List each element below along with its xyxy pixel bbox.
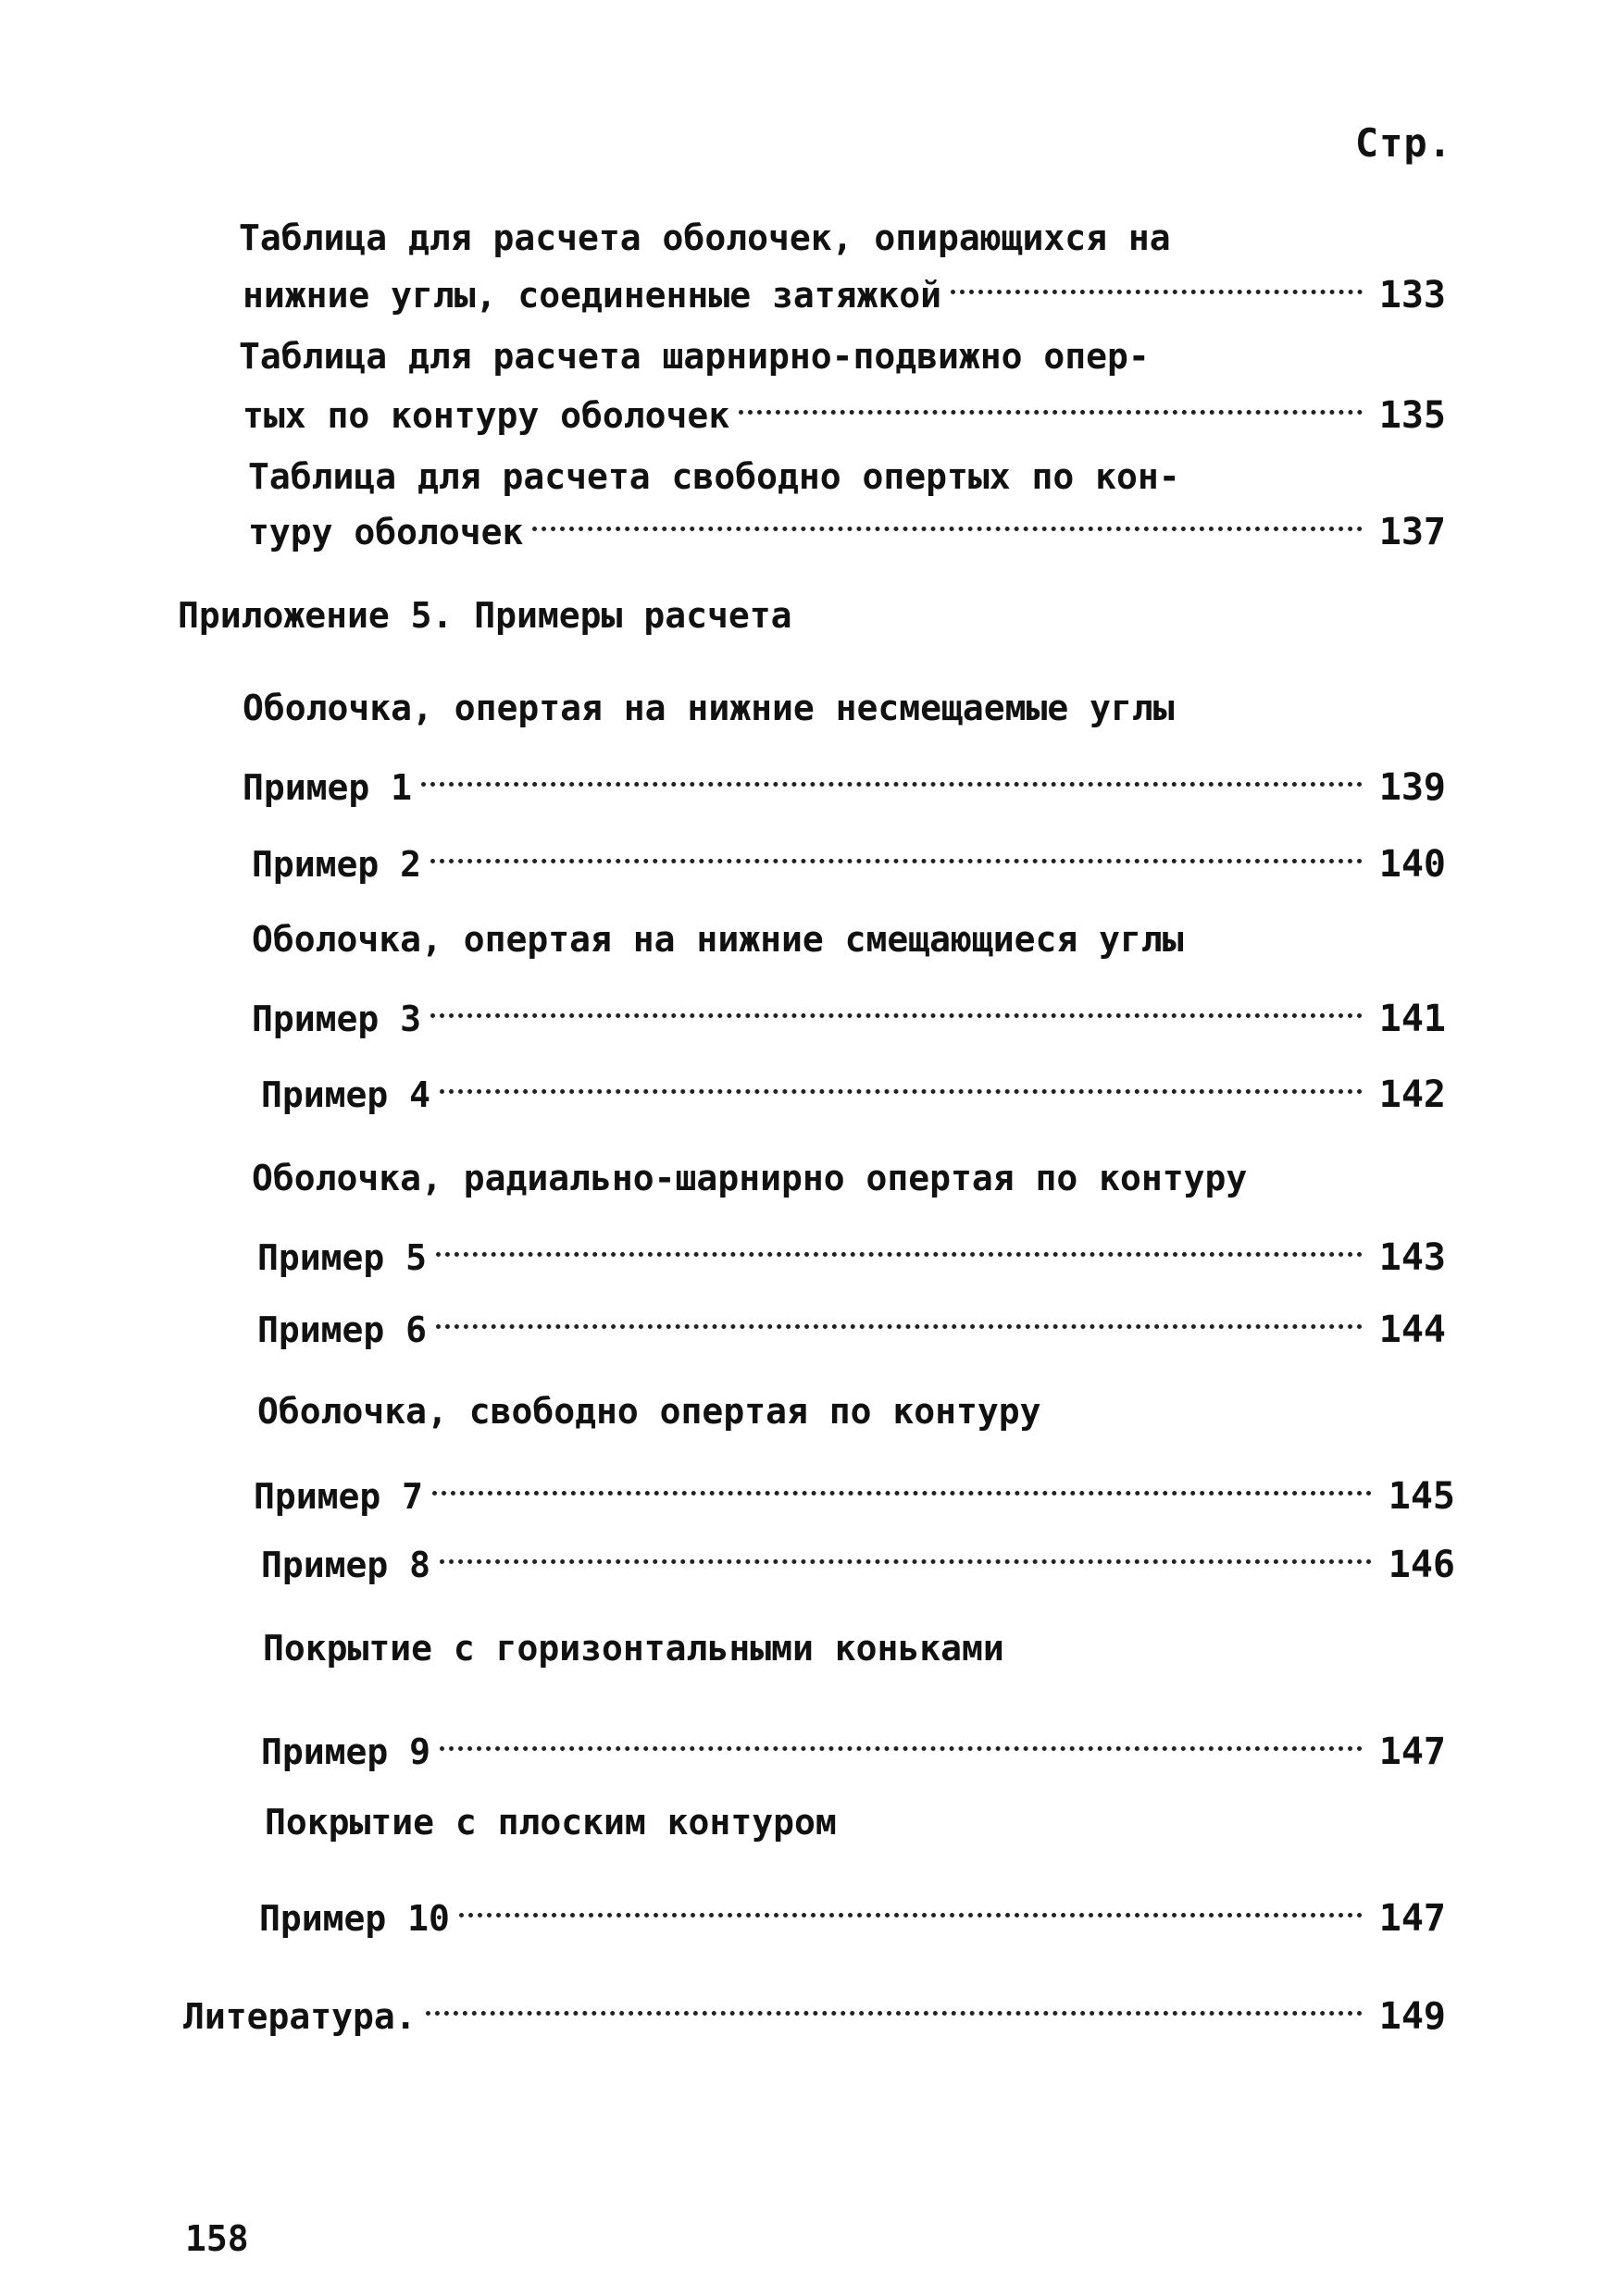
toc-table-3-line-2: туру оболочек: [248, 512, 524, 552]
example-1-page: 139: [1378, 766, 1446, 809]
example-2-page: 140: [1378, 843, 1446, 886]
toc-table-2-page: 135: [1378, 394, 1446, 437]
dot-leader: [951, 259, 1363, 307]
dot-leader: [440, 1529, 1372, 1577]
group-5-title: Покрытие с горизонтальными коньками: [263, 1628, 1004, 1669]
example-3-label: Пример 3: [252, 999, 422, 1039]
literature-label: Литература.: [183, 1996, 417, 2037]
toc-table-1-line-1: Таблица для расчета оболочек, опирающихся на: [239, 217, 1171, 258]
example-5-page: 143: [1378, 1236, 1446, 1279]
example-2-label: Пример 2: [252, 844, 422, 885]
example-10-page: 147: [1378, 1897, 1446, 1940]
toc-example-8[interactable]: [261, 1529, 1455, 1586]
toc-table-3-entry[interactable]: [248, 496, 1446, 553]
dot-leader: [459, 1882, 1363, 1930]
toc-example-3[interactable]: [252, 983, 1446, 1040]
toc-table-3-page: 137: [1378, 511, 1446, 553]
dot-leader: [436, 1294, 1363, 1342]
group-3-title: Оболочка, радиально-шарнирно опертая по контуру: [252, 1158, 1248, 1198]
toc-table-2-line-1: Таблица для расчета шарнирно-подвижно опер-: [239, 336, 1150, 377]
dot-leader: [436, 1222, 1363, 1270]
dot-leader: [739, 379, 1363, 428]
toc-example-10[interactable]: [259, 1882, 1446, 1940]
toc-example-6[interactable]: [257, 1294, 1446, 1351]
example-5-label: Пример 5: [257, 1237, 428, 1278]
example-9-page: 147: [1378, 1731, 1446, 1773]
toc-table-1-line-2: нижние углы, соединенные затяжкой: [243, 275, 941, 316]
toc-table-2-entry[interactable]: [243, 379, 1446, 437]
literature-page: 149: [1378, 1995, 1446, 2038]
example-4-label: Пример 4: [261, 1074, 431, 1115]
group-2-title: Оболочка, опертая на нижние смещающиеся углы: [252, 919, 1184, 960]
example-4-page: 142: [1378, 1074, 1446, 1116]
toc-table-3-line-1: Таблица для расчета свободно опертых по кон-: [248, 456, 1180, 497]
example-6-label: Пример 6: [257, 1309, 428, 1350]
example-3-page: 141: [1378, 998, 1446, 1040]
example-7-label: Пример 7: [254, 1476, 424, 1517]
dot-leader: [421, 751, 1363, 800]
page-number: 158: [185, 2218, 249, 2259]
toc-example-7[interactable]: [254, 1460, 1455, 1518]
example-8-label: Пример 8: [261, 1545, 431, 1585]
example-9-label: Пример 9: [261, 1731, 431, 1772]
dot-leader: [440, 1059, 1363, 1107]
dot-leader: [532, 496, 1363, 544]
dot-leader: [432, 1460, 1372, 1508]
toc-table-1-entry[interactable]: [243, 259, 1446, 316]
group-1-title: Оболочка, опертая на нижние несмещаемые углы: [243, 688, 1175, 728]
appendix-title: Приложение 5. Примеры расчета: [178, 595, 792, 636]
dot-leader: [440, 1716, 1363, 1764]
example-7-page: 145: [1388, 1475, 1455, 1518]
example-8-page: 146: [1388, 1544, 1455, 1586]
dot-leader: [430, 828, 1363, 876]
toc-example-4[interactable]: [261, 1059, 1446, 1116]
dot-leader: [426, 1980, 1363, 2029]
group-4-title: Оболочка, свободно опертая по контуру: [257, 1391, 1041, 1432]
toc-example-5[interactable]: [257, 1222, 1446, 1279]
dot-leader: [430, 983, 1363, 1031]
toc-example-1[interactable]: [243, 751, 1446, 809]
toc-table-2-line-2: тых по контуру оболочек: [243, 395, 730, 436]
toc-literature[interactable]: [183, 1980, 1446, 2038]
example-10-label: Пример 10: [259, 1898, 450, 1939]
toc-example-2[interactable]: [252, 828, 1446, 886]
group-6-title: Покрытие с плоским контуром: [265, 1802, 837, 1843]
toc-example-9[interactable]: [261, 1716, 1446, 1773]
toc-table-1-page: 133: [1378, 274, 1446, 316]
page-column-header: Стр.: [1354, 120, 1452, 166]
example-6-page: 144: [1378, 1309, 1446, 1351]
example-1-label: Пример 1: [243, 767, 413, 808]
